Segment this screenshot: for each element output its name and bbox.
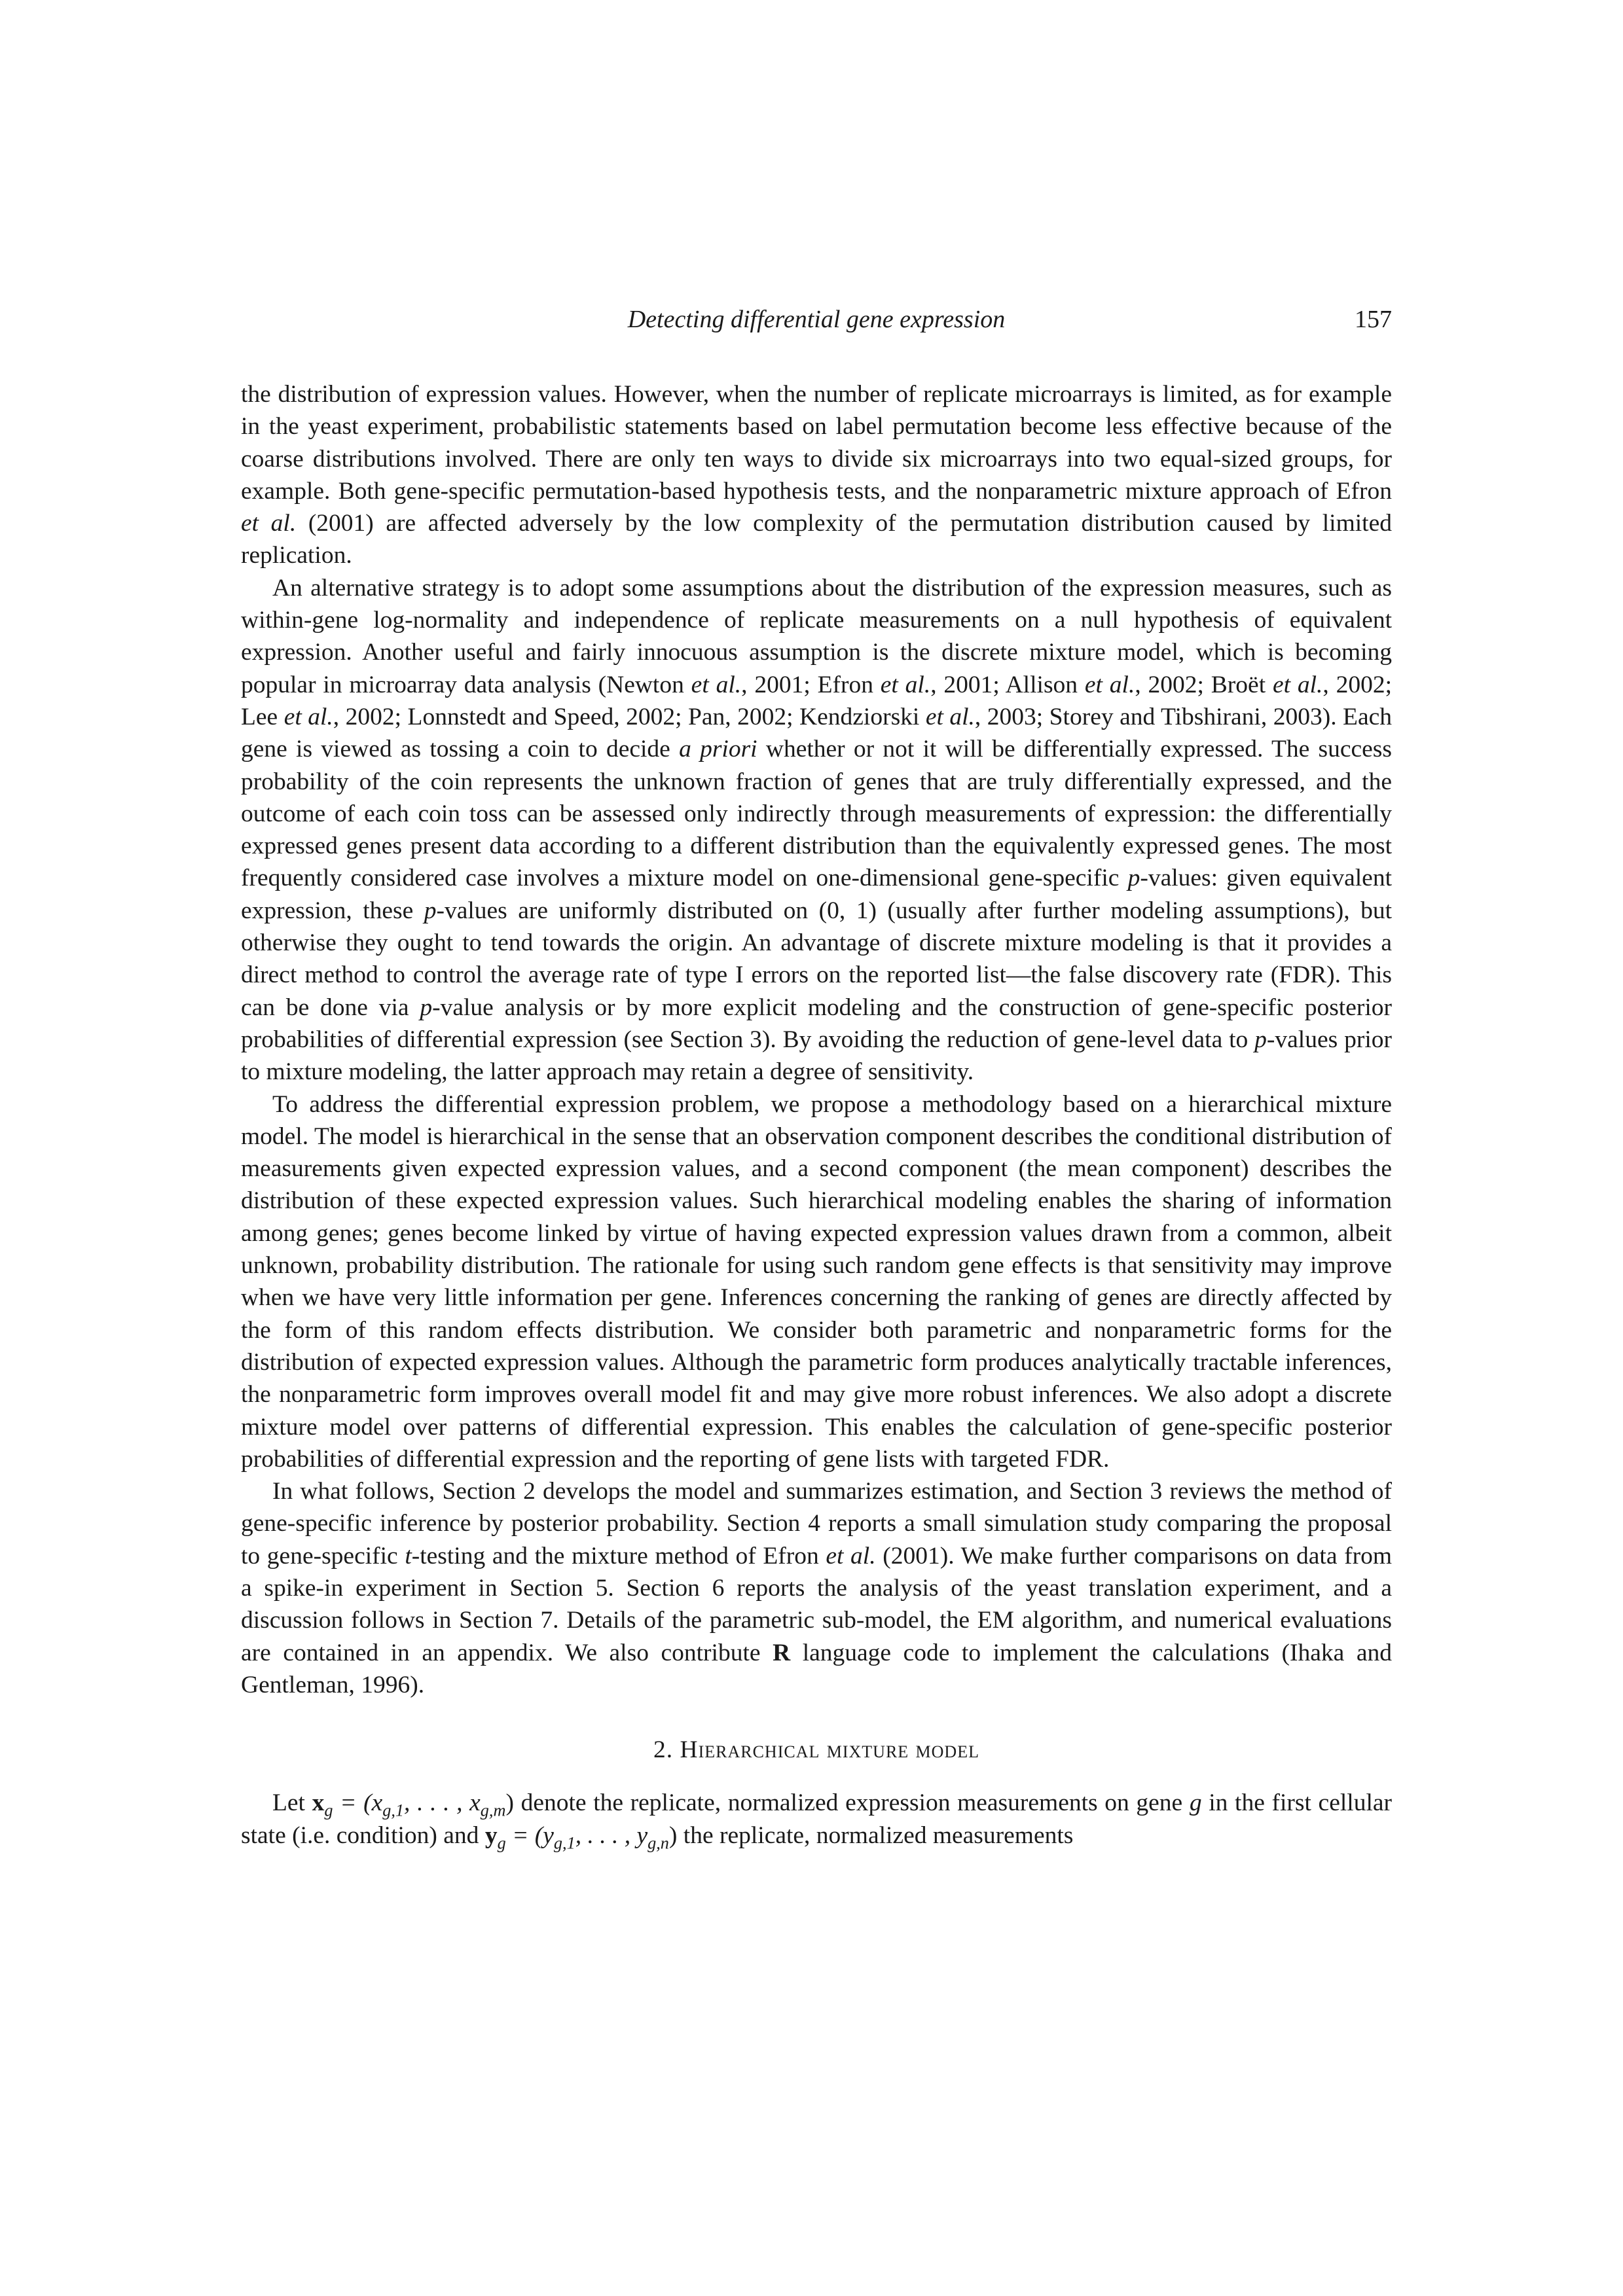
equation: ) bbox=[505, 1789, 514, 1817]
paragraph-4-text-c: (2001). We make further comparisons on data from a spike-in experiment in Section 5. Section 6 reports the analysis of the yeast translation experiment, and a discussion follows in Section 7. Details of the parametric sub-model, the EM algorithm, and numerical evaluations are contained in an appendix. We also contribute bbox=[241, 1542, 1392, 1666]
et-al: et al. bbox=[241, 510, 297, 537]
paragraph-4-text-d: language code to implement the calculations (Ihaka and Gentleman, 1996). bbox=[241, 1639, 1392, 1698]
paragraph-2-text-k: -value analysis or by more explicit modeling and the construction of gene-specific posterior probabilities of differential expression (see Section 3). By avoiding the reduction of gene-level data to bbox=[241, 994, 1392, 1053]
paragraph-2-text-d: , 2002; Broët bbox=[1135, 671, 1273, 698]
et-al: et al. bbox=[283, 703, 333, 730]
equation: = (x bbox=[333, 1789, 383, 1817]
subscript: g bbox=[324, 1801, 333, 1820]
et-al: al. bbox=[1109, 671, 1135, 698]
subscript: g,1 bbox=[382, 1801, 405, 1820]
paragraph-1 bbox=[241, 378, 1392, 572]
subscript: g,n bbox=[647, 1833, 669, 1853]
paragraph-5-text-1: denote the replicate, normalized expression measurements on gene bbox=[513, 1789, 1190, 1817]
paragraph-5-let: Let bbox=[272, 1789, 312, 1817]
running-title: Detecting differential gene expression bbox=[627, 306, 1006, 333]
et-al: et al. bbox=[880, 671, 931, 698]
t-symbol: t bbox=[405, 1542, 412, 1570]
x-vector: x bbox=[312, 1789, 325, 1817]
paragraph-2-text-e: , 2002; Lee bbox=[241, 671, 1393, 730]
paragraph-2-text-j: -values are uniformly distributed on (0, 1) (usually after further modeling assumptions), but otherwise they ought to tend towards the origin. An advantage of discrete mixture modeling is that it provides a direct method to control the average rate of type I errors on the reported list—the false discovery rate (FDR). This can be done via bbox=[241, 897, 1392, 1021]
p-symbol: p bbox=[1127, 865, 1140, 892]
y-vector: y bbox=[484, 1821, 498, 1849]
subscript: g,m bbox=[480, 1801, 506, 1820]
subscript: g,1 bbox=[553, 1833, 575, 1853]
subscript: g bbox=[497, 1833, 506, 1853]
a-priori: a priori bbox=[679, 736, 757, 763]
et-al: et al. bbox=[826, 1542, 876, 1570]
equation: , . . . , x bbox=[404, 1789, 481, 1817]
paragraph-4 bbox=[241, 1475, 1392, 1701]
et-al: et al. bbox=[1272, 671, 1323, 698]
running-head bbox=[241, 300, 1392, 339]
et-al: et bbox=[1084, 671, 1103, 698]
p-symbol: p bbox=[420, 994, 433, 1021]
paragraph-2-text-b: , 2001; Efron bbox=[741, 671, 881, 698]
p-symbol: p bbox=[1254, 1026, 1267, 1053]
paragraph-2 bbox=[241, 572, 1392, 1088]
paragraph-4-text-b: -testing and the mixture method of Efron bbox=[411, 1542, 826, 1570]
et-al: et al. bbox=[691, 671, 742, 698]
p-symbol: p bbox=[424, 897, 437, 924]
g-symbol: g bbox=[1189, 1789, 1202, 1817]
paragraph-2-text-c: , 2001; Allison bbox=[930, 671, 1085, 698]
section-number: 2. bbox=[653, 1736, 674, 1764]
paragraph-1-end: (2001) are affected adversely by the low complexity of the permutation distribution caused by limited replication. bbox=[241, 510, 1392, 569]
paragraph-1-text: the distribution of expression values. However, when the number of replicate microarrays is limited, as for example in the yeast experiment, probabilistic statements based on label permutation become less effective because of the coarse distributions involved. There are only ten ways to divide six microarrays into two equal-sized groups, for example. Both gene-specific permutation-based hypothesis tests, and the nonparametric mixture approach of Efron bbox=[241, 381, 1392, 505]
paragraph-2-text-l: -values prior to mixture modeling, the latter approach may retain a degree of sensitivity. bbox=[241, 1026, 1392, 1086]
r-language: R bbox=[773, 1639, 791, 1666]
paragraph-2-text-i: -values: given equivalent expression, these bbox=[241, 865, 1392, 924]
paragraph-5-text-3: the replicate, normalized measurements bbox=[677, 1821, 1074, 1849]
paragraph-4-text-a: In what follows, Section 2 develops the model and summarizes estimation, and Section 3 reviews the method of gene-specific inference by posterior probability. Section 4 reports a small simulation study comparing the proposal to gene-specific bbox=[241, 1478, 1392, 1570]
paragraph-3: To address the differential expression problem, we propose a methodology based on a hierarchical mixture model. The model is hierarchical in the sense that an observation component describes the conditional distribution of measurements given expected expression values, and a second component (the mean component) describes the distribution of these expected expression values. Such hierarchical modeling enables the sharing of information among genes; genes become linked by virtue of having expected expression values drawn from a common, albeit unknown, probability distribution. The rationale for using such random gene effects is that sensitivity may improve when we have very little information per gene. Inferences concerning the ranking of genes are directly affected by the form of this random effects distribution. We consider both parametric and nonparametric forms for the distribution of expected expression values. Although the parametric form produces analytically tractable inferences, the nonparametric form improves overall model fit and may give more robust inferences. We also adopt a discrete mixture model over patterns of differential expression. This enables the calculation of gene-specific posterior probabilities of differential expression and the reporting of gene lists with targeted FDR. bbox=[241, 1090, 1392, 1473]
paragraph-2-text-f: , 2002; Lonnstedt and Speed, 2002; Pan, 2002; Kendziorski bbox=[333, 703, 926, 730]
section-title: Hierarchical mixture model bbox=[680, 1736, 979, 1764]
paragraph-5 bbox=[241, 1787, 1392, 1852]
page-number: 157 bbox=[1355, 306, 1392, 333]
paragraph-2-text-h: whether or not it will be differentially expressed. The success probability of the coin represents the unknown fraction of genes that are truly differentially expressed, and the outcome of each coin toss can be assessed only indirectly through measurements of expression: the differentially expressed genes present data according to a different distribution than the equivalently expressed genes. The most frequently considered case involves a mixture model on one-dimensional gene-specific bbox=[241, 736, 1392, 892]
equation: = (y bbox=[505, 1821, 554, 1849]
body-text bbox=[241, 378, 1392, 1852]
paragraph-5-text-2: in the first cellular state (i.e. condition) and bbox=[241, 1789, 1392, 1849]
et-al: et al. bbox=[925, 703, 975, 730]
paragraph-2-text-g: , 2003; Storey and Tibshirani, 2003). Each gene is viewed as tossing a coin to decide bbox=[241, 703, 1392, 763]
section-heading bbox=[241, 1734, 1392, 1766]
paragraph-2-text-a: An alternative strategy is to adopt some assumptions about the distribution of the expression measures, such as within-gene log-normality and independence of replicate measurements on a null hypothesis of equivalent expression. Another useful and fairly innocuous assumption is the discrete mixture model, which is becoming popular in microarray data analysis (Newton bbox=[241, 574, 1392, 698]
equation: ) bbox=[668, 1821, 678, 1849]
equation: , . . . , y bbox=[575, 1821, 648, 1849]
